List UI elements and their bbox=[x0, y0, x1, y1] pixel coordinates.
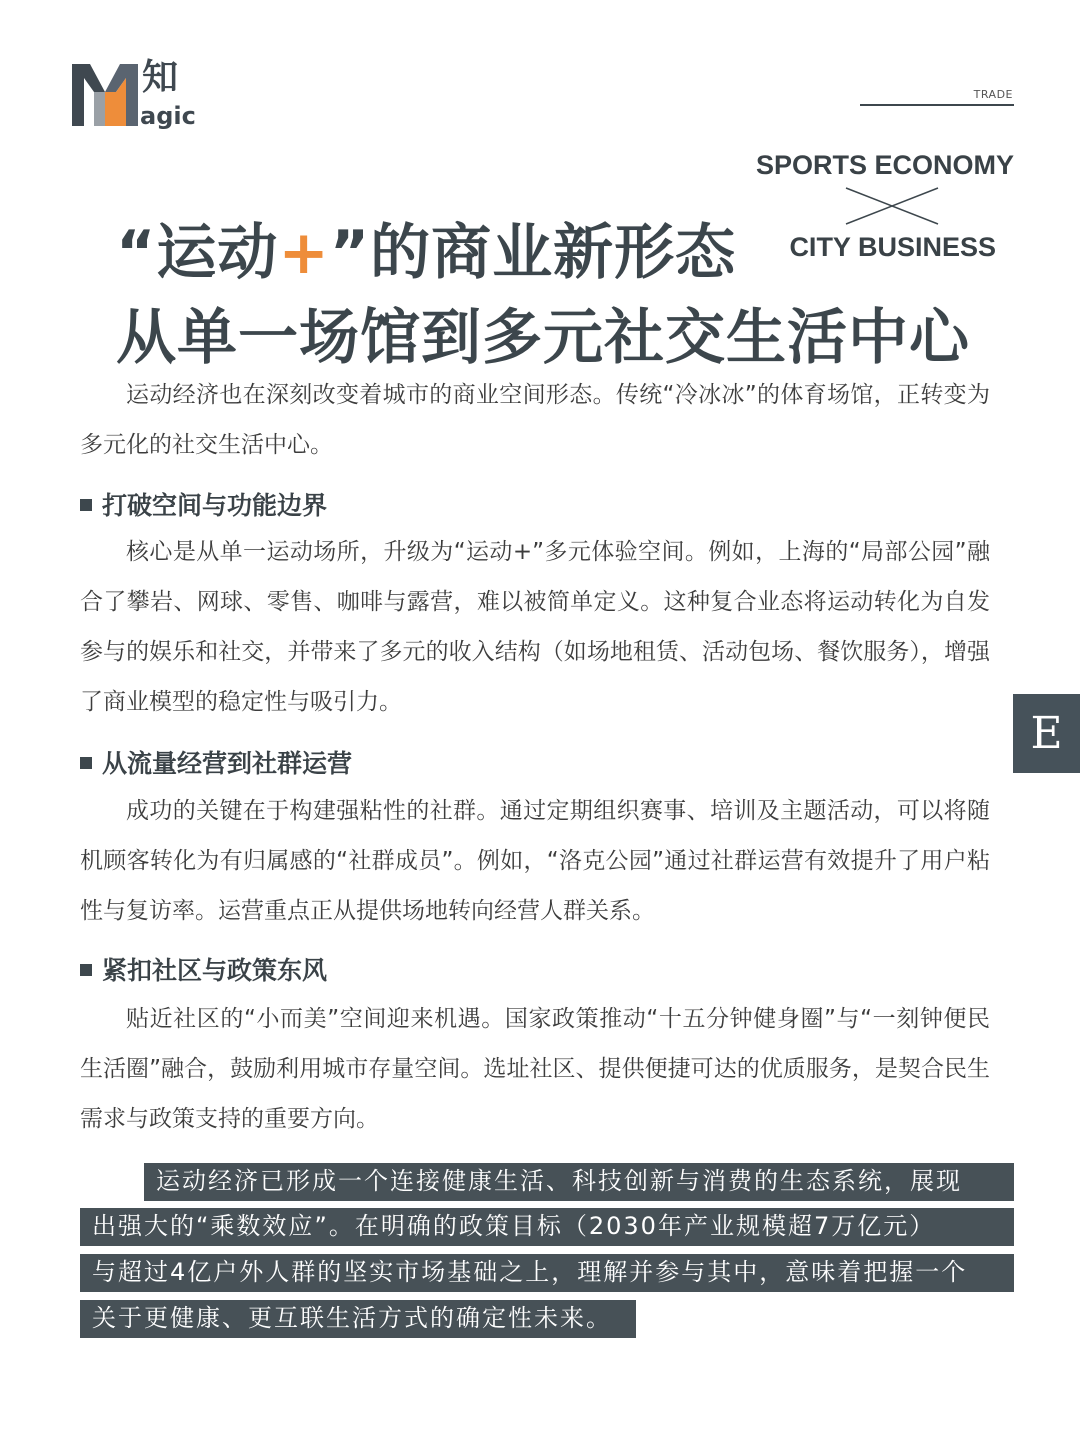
section-heading-2 bbox=[80, 744, 352, 780]
highlight-line-1: 运动经济已形成一个连接健康生活、科技创新与消费的生态系统，展现 bbox=[144, 1163, 1014, 1201]
highlight-line-3: 与超过4亿户外人群的坚实市场基础之上，理解并参与其中，意味着把握一个 bbox=[80, 1254, 1014, 1292]
header-rule bbox=[860, 104, 1014, 106]
section-heading-text: 从流量经营到社群运营 bbox=[102, 749, 353, 778]
section-body-3: 贴近社区的“小而美”空间迎来机遇。国家政策推动“十五分钟健身圈”与“一刻钟便民生活圈”融合，鼓励利用城市存量空间。选址社区、提供便捷可达的优质服务，是契合民生需求与政策支持的重要方向。 bbox=[80, 1006, 990, 1132]
bullet-square-icon bbox=[80, 757, 92, 769]
bullet-square-icon bbox=[80, 964, 92, 976]
highlight-line-2: 出强大的“乘数效应”。在明确的政策目标（2030年产业规模超7万亿元） bbox=[80, 1208, 1014, 1246]
logo-agic-text: agic bbox=[140, 102, 196, 130]
highlight-line-4: 关于更健康、更互联生活方式的确定性未来。 bbox=[80, 1300, 636, 1338]
section-heading-1 bbox=[80, 486, 327, 522]
logo-chinese-char: 知 bbox=[142, 57, 179, 98]
section-tab-e: E bbox=[1013, 694, 1080, 773]
section-heading-3 bbox=[80, 951, 327, 987]
brand-logo bbox=[72, 57, 202, 132]
section-body-2: 成功的关键在于构建强粘性的社群。通过定期组织赛事、培训及主题活动，可以将随机顾客转化为有归属感的“社群成员”。例如，“洛克公园”通过社群运营有效提升了用户粘性与复访率。运营重点正从提供场地转向经营人群关系。 bbox=[80, 798, 990, 924]
title-plus: + bbox=[278, 218, 330, 288]
section-body-1: 核心是从单一运动场所，升级为“运动+”多元体验空间。例如，上海的“局部公园”融合了攀岩、网球、零售、咖啡与露营，难以被简单定义。这种复合业态将运动转化为自发参与的娱乐和社交，并带来了多元的收入结构（如场地租赁、活动包场、餐饮服务），增强了商业模型的稳定性与吸引力。 bbox=[80, 539, 990, 715]
section-heading-text: 紧扣社区与政策东风 bbox=[102, 956, 328, 985]
cross-lines-icon bbox=[844, 186, 940, 226]
bullet-square-icon bbox=[80, 499, 92, 511]
page-title-line-1 bbox=[116, 205, 736, 291]
title-part-2: ”的商业新形态 bbox=[329, 218, 737, 288]
city-business-label: CITY BUSINESS bbox=[789, 232, 996, 262]
section-heading-text: 打破空间与功能边界 bbox=[102, 491, 328, 520]
page-title-line-2: 从单一场馆到多元社交生活中心 bbox=[116, 303, 970, 373]
section-label: TRADE bbox=[973, 88, 1013, 101]
intro-paragraph: 运动经济也在深刻改变着城市的商业空间形态。传统“冷冰冰”的体育场馆，正转变为多元化的社交生活中心。 bbox=[80, 382, 990, 458]
title-part-1: “运动 bbox=[116, 218, 279, 288]
sports-economy-label: SPORTS ECONOMY bbox=[755, 150, 1014, 180]
logo-m-mark bbox=[72, 62, 138, 128]
